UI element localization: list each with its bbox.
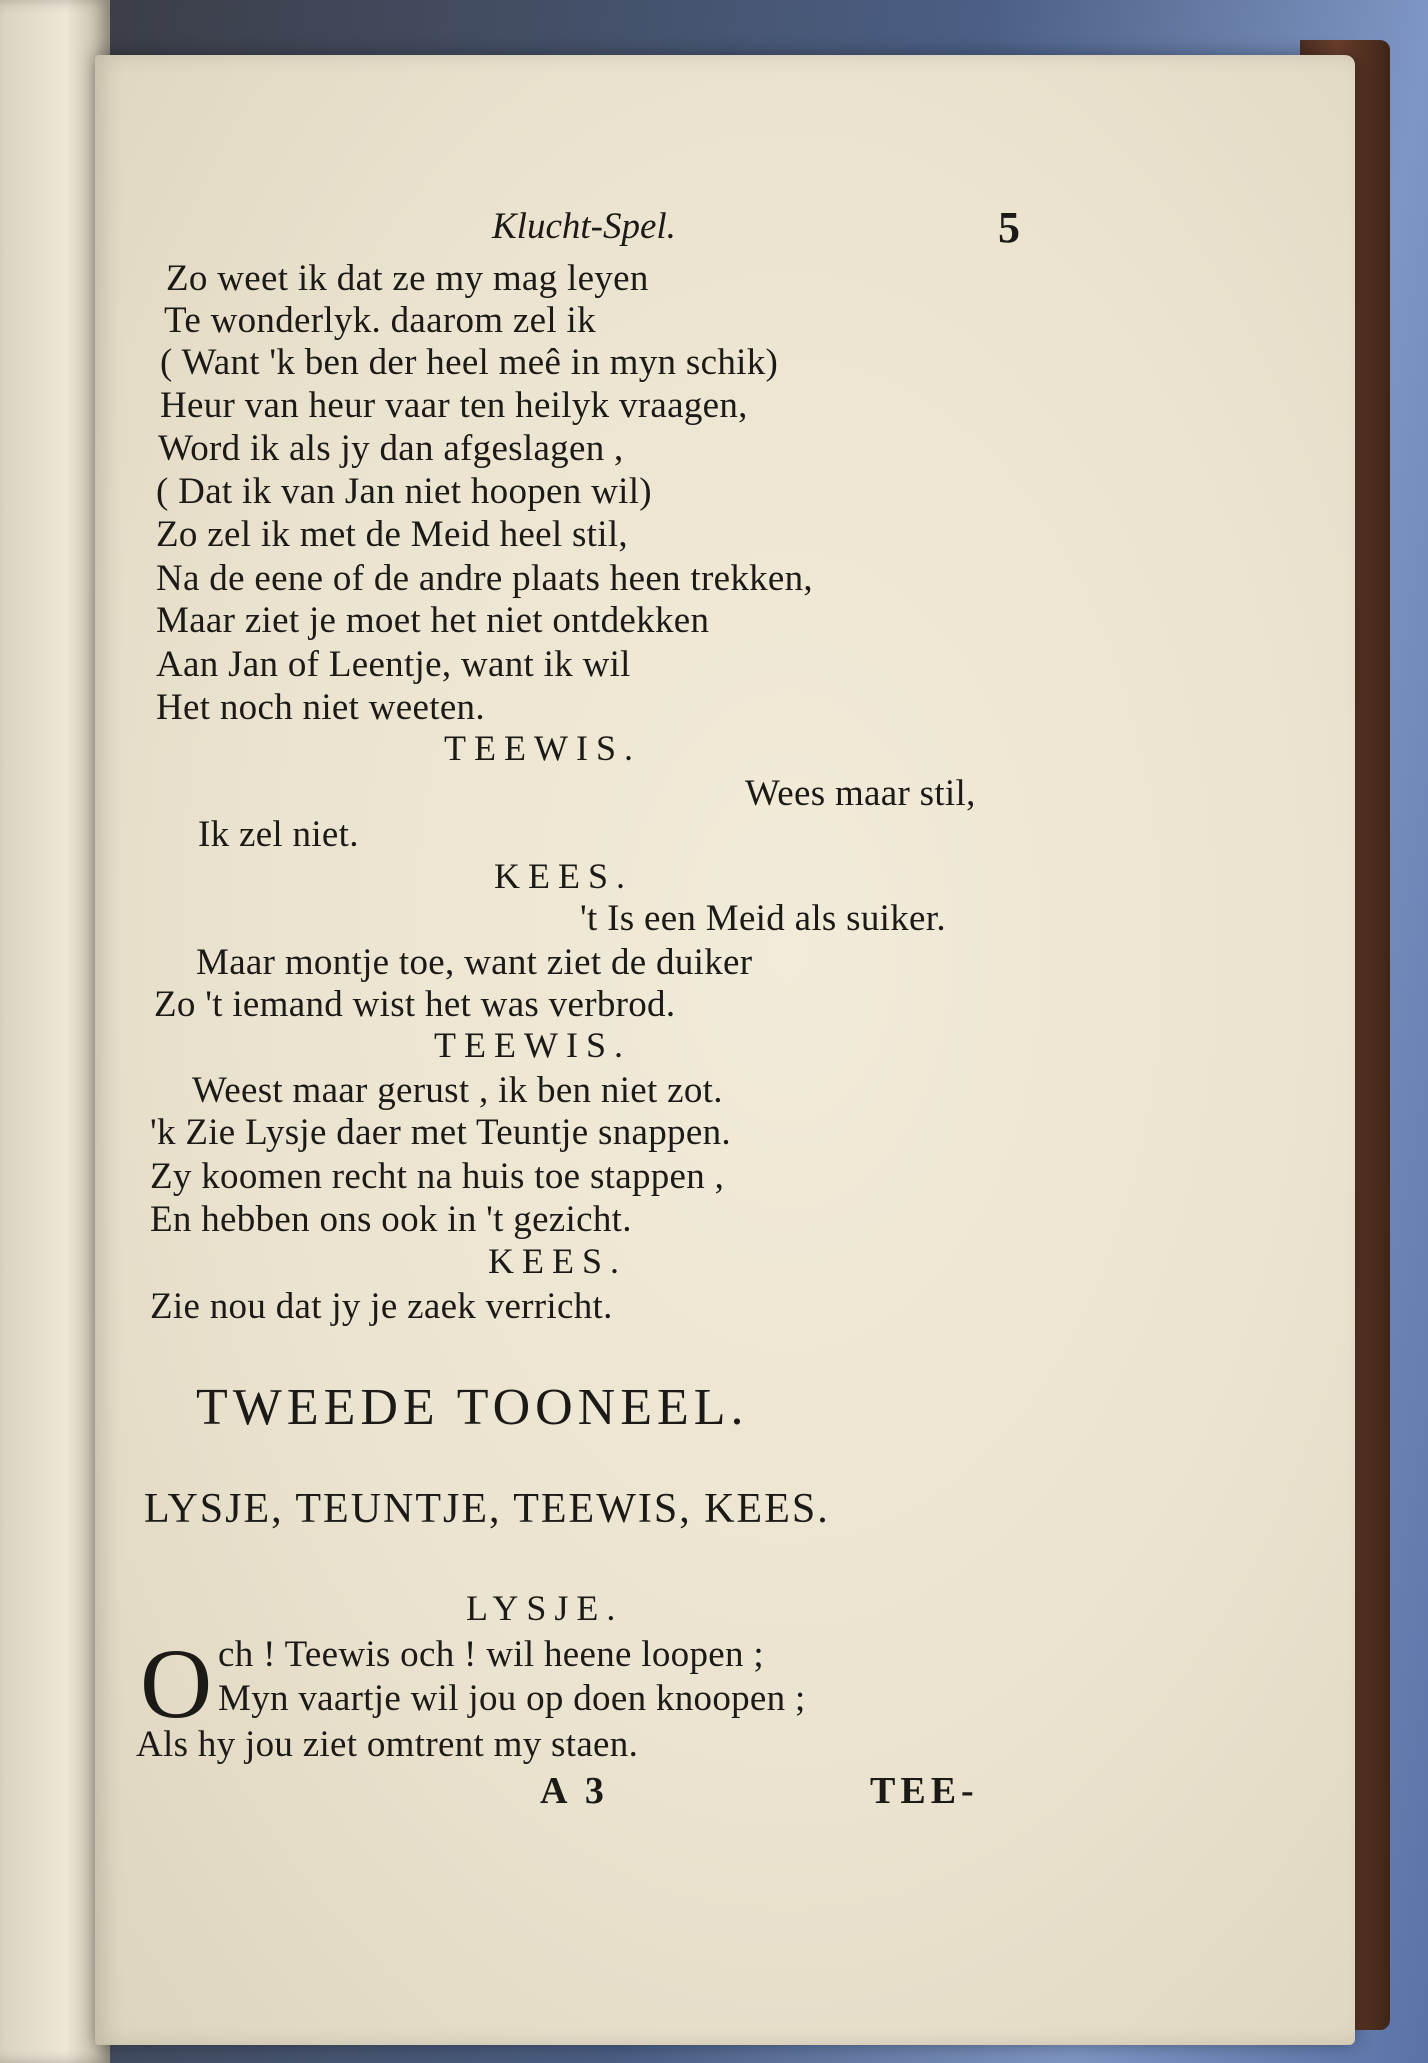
speaker-kees: KEES. bbox=[488, 1241, 627, 1281]
verse-line: Als hy jou ziet omtrent my staen. bbox=[136, 1724, 639, 1765]
facing-page-edge bbox=[0, 0, 110, 2063]
verse-line: Zie nou dat jy je zaek verricht. bbox=[150, 1286, 613, 1327]
verse-line: Aan Jan of Leentje, want ik wil bbox=[156, 644, 631, 685]
verse-line: 'k Zie Lysje daer met Teuntje snappen. bbox=[150, 1112, 731, 1153]
verse-line: Zo 't iemand wist het was verbrod. bbox=[154, 984, 676, 1025]
verse-line: Zo weet ik dat ze my mag leyen bbox=[166, 258, 649, 299]
verse-line: Word ik als jy dan afgeslagen , bbox=[158, 428, 624, 469]
verse-line: 't Is een Meid als suiker. bbox=[580, 898, 946, 939]
verse-line: Heur van heur vaar ten heilyk vraagen, bbox=[160, 385, 748, 426]
verse-line: Te wonderlyk. daarom zel ik bbox=[164, 300, 596, 341]
page-number: 5 bbox=[998, 203, 1020, 252]
verse-line: Ik zel niet. bbox=[198, 814, 359, 855]
drop-cap: O bbox=[140, 1628, 213, 1739]
speaker-lysje: LYSJE. bbox=[466, 1588, 624, 1628]
verse-line: ( Want 'k ben der heel meê in myn schik) bbox=[160, 342, 779, 383]
cast-list: LYSJE, TEUNTJE, TEEWIS, KEES. bbox=[144, 1486, 830, 1532]
catchword: TEE- bbox=[870, 1770, 979, 1812]
verse-line: ch ! Teewis och ! wil heene loopen ; bbox=[218, 1634, 764, 1675]
verse-line: Maar montje toe, want ziet de duiker bbox=[196, 942, 753, 983]
running-title: Klucht-Spel. bbox=[492, 206, 676, 247]
speaker-kees: KEES. bbox=[494, 856, 633, 896]
verse-line: ( Dat ik van Jan niet hoopen wil) bbox=[156, 471, 652, 512]
verse-line: Het noch niet weeten. bbox=[156, 687, 485, 728]
verse-line: Na de eene of de andre plaats heen trekken, bbox=[156, 558, 813, 599]
scene-title: TWEEDE TOONEEL. bbox=[196, 1379, 749, 1436]
verse-line: Weest maar gerust , ik ben niet zot. bbox=[192, 1070, 723, 1111]
signature-mark: A 3 bbox=[540, 1770, 609, 1812]
verse-line: Maar ziet je moet het niet ontdekken bbox=[156, 600, 710, 641]
verse-line: Zy koomen recht na huis toe stappen , bbox=[150, 1156, 725, 1197]
verse-line: En hebben ons ook in 't gezicht. bbox=[150, 1199, 632, 1240]
speaker-teewis: TEEWIS. bbox=[444, 728, 641, 768]
verse-line: Zo zel ik met de Meid heel stil, bbox=[156, 514, 628, 555]
speaker-teewis: TEEWIS. bbox=[434, 1025, 631, 1065]
verse-line: Myn vaartje wil jou op doen knoopen ; bbox=[218, 1678, 806, 1719]
verse-line: Wees maar stil, bbox=[745, 773, 976, 814]
